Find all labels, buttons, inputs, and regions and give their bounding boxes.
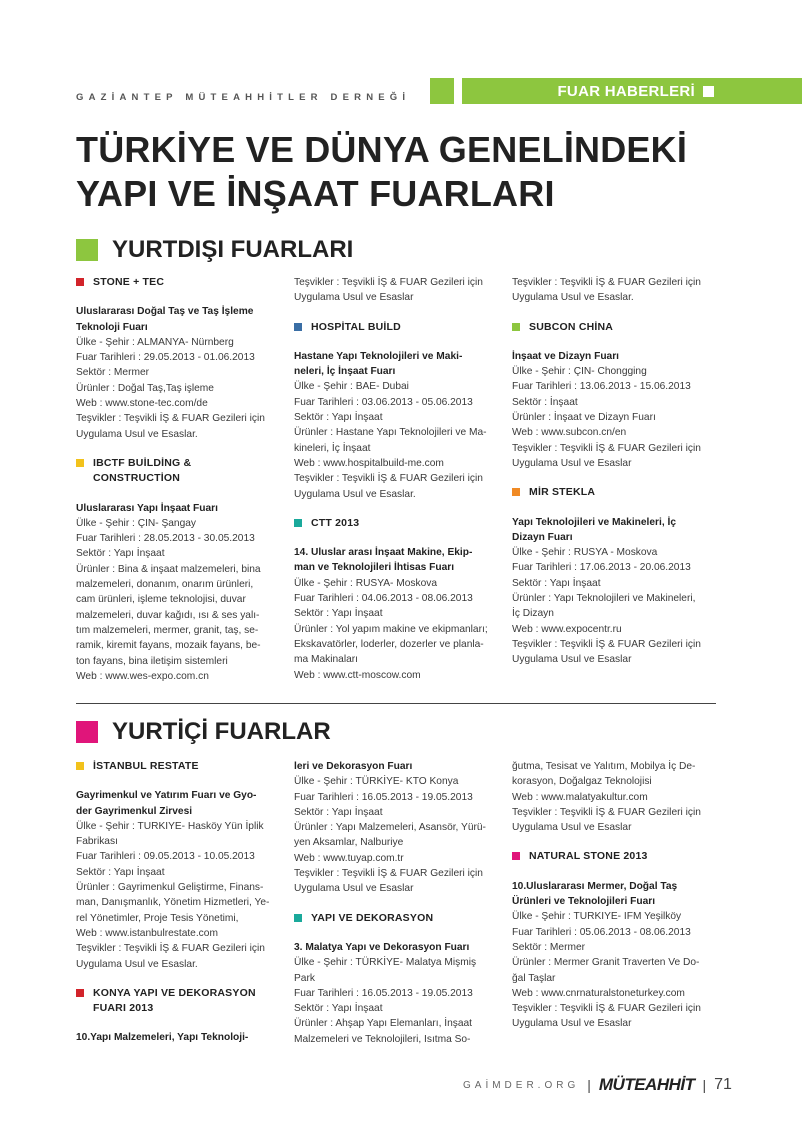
fair-web-link[interactable]: Web : www.ctt-moscow.com [294, 669, 421, 681]
fair-detail-line: Park [294, 972, 315, 984]
fair-detail-line: ramik, kiremit fayans, mozaik fayans, be- [76, 640, 261, 652]
yurtici-column-1 [76, 759, 280, 1046]
fair-name-line: Ürünleri ve Teknolojileri Fuarı [512, 896, 656, 908]
fair-detail-line: İç Dizayn [512, 608, 554, 620]
fair-detail-line: Fuar Tarihleri : 09.05.2013 - 10.05.2013 [76, 851, 255, 863]
fair-detail-line: ğutma, Tesisat ve Yalıtım, Mobilya İç De- [512, 761, 696, 772]
section-heading-text: YURTİÇİ FUARLAR [112, 718, 331, 745]
fair-web-link[interactable]: Web : www.tuyap.com.tr [294, 852, 404, 864]
fair-detail-line: Uygulama Usul ve Esaslar. [76, 958, 198, 970]
fair-detail-line: Teşvikler : Teşvikli İŞ & FUAR Gezileri için [294, 868, 483, 880]
fair-label-text: CTT 2013 [311, 516, 360, 529]
fair-detail-line: Ülke - Şehir : RUSYA- Moskova [294, 577, 438, 589]
fair-detail-line: Teşvikler : Teşvikli İŞ & FUAR Gezileri için [76, 943, 265, 955]
fair-detail-line: Teşvikler : Teşvikli İŞ & FUAR Gezileri için [294, 473, 483, 485]
yurtici-column-2 [294, 759, 498, 1047]
fair-label-line: IBCTF BUİLDİNG & [93, 456, 192, 469]
footer-site-link[interactable]: GAİMDER.ORG [463, 1079, 580, 1091]
fair-label [294, 320, 498, 335]
fair-label-text: YAPI VE DEKORASYON [311, 911, 434, 924]
fair-detail-line: Ülke - Şehir : ALMANYA- Nürnberg [76, 336, 234, 348]
fair-entry-hospital-build [294, 320, 498, 502]
teal-square-icon [294, 519, 302, 527]
fair-detail-line: Uygulama Usul ve Esaslar [294, 292, 414, 304]
section-heading-text: YURTDIŞI FUARLARI [112, 236, 354, 263]
fair-detail-line: Ekskavatörler, loderler, dozerler ve planla- [294, 638, 484, 650]
section-label-band [462, 78, 802, 104]
fair-label-text [93, 456, 191, 487]
fair-detail-line: Fuar Tarihleri : 28.05.2013 - 30.05.2013 [76, 533, 255, 545]
fair-detail-line: Fabrikası [76, 836, 118, 848]
footer-separator: | [702, 1077, 707, 1093]
fair-detail-line: Ülke - Şehir : TÜRKİYE- Malatya Mişmiş [294, 957, 477, 969]
fair-detail-line: Uygulama Usul ve Esaslar [512, 1018, 632, 1030]
fair-detail-line: ma Makinaları [294, 654, 358, 666]
fair-detail-line: Fuar Tarihleri : 16.05.2013 - 19.05.2013 [294, 791, 473, 803]
blue-square-icon [294, 323, 302, 331]
fair-detail-line: Teşvikler : Teşvikli İŞ & FUAR Gezileri için [512, 442, 701, 454]
yurtici-column-3 [512, 759, 716, 1032]
fair-detail-line: Sektör : Yapı İnşaat [512, 577, 601, 589]
fair-detail-line: Teşvikler : Teşvikli İŞ & FUAR Gezileri için [512, 1003, 701, 1015]
header-accent-square [430, 78, 454, 104]
fair-web-link[interactable]: Web : www.expocentr.ru [512, 623, 622, 635]
fair-name-line: Dizayn Fuarı [512, 531, 573, 543]
fair-detail-line: Sektör : Mermer [76, 367, 150, 379]
fair-detail-line: Fuar Tarihleri : 03.06.2013 - 05.06.2013 [294, 396, 473, 408]
fair-label-line: KONYA YAPI VE DEKORASYON [93, 986, 256, 999]
fair-detail-line: tım malzemeleri, mermer, granit, taş, se- [76, 624, 259, 636]
fair-name-line: leri ve Dekorasyon Fuarı [294, 761, 413, 772]
fair-label [294, 516, 498, 531]
fair-detail-line: Sektör : Yapı İnşaat [294, 412, 383, 424]
fair-detail-line: Sektör : İnşaat [512, 396, 578, 408]
fair-detail-line: Teşvikler : Teşvikli İŞ & FUAR Gezileri için [512, 638, 701, 650]
fair-detail-line: rel Yönetimler, Proje Tesis Yönetimi, [76, 912, 239, 924]
fair-detail-line: Uygulama Usul ve Esaslar. [76, 428, 198, 440]
fair-label-line: CONSTRUCTİON [93, 472, 180, 485]
fair-detail-line: Fuar Tarihleri : 16.05.2013 - 19.05.2013 [294, 987, 473, 999]
fair-label-text: MİR STEKLA [529, 486, 596, 499]
fair-web-link[interactable]: Web : www.hospitalbuild-me.com [294, 457, 444, 469]
fair-detail-line: Sektör : Mermer [512, 941, 586, 953]
pink-square-icon [512, 852, 520, 860]
fair-detail-line: yen Aksamlar, Nalburiye [294, 837, 404, 849]
fair-detail-line: Teşvikler : Teşvikli İŞ & FUAR Gezileri için [294, 277, 483, 288]
fair-detail-line: Sektör : Yapı İnşaat [76, 866, 165, 878]
yurtdisi-column-3 [512, 275, 716, 668]
yellow-square-icon [76, 762, 84, 770]
section-label: FUAR HABERLERİ [557, 82, 695, 100]
section-heading-yurtdisi [76, 236, 353, 264]
fair-name-line: Uluslararası Yapı İnşaat Fuarı [76, 502, 218, 514]
fair-detail-line: Uygulama Usul ve Esaslar. [512, 292, 634, 304]
orange-square-icon [512, 488, 520, 496]
fair-name-line: 10.Uluslararası Mermer, Doğal Taş [512, 880, 678, 892]
fair-label-text: İSTANBUL RESTATE [93, 760, 199, 772]
fair-name-line: Yapı Teknolojileri ve Makineleri, İç [512, 516, 677, 528]
fair-detail-line: Ürünler : İnşaat ve Dizayn Fuarı [512, 412, 656, 424]
fair-detail-line: Ülke - Şehir : TURKIYE- IFM Yeşilköy [512, 911, 682, 923]
fair-label [512, 849, 716, 864]
fair-web-link[interactable]: Web : www.istanbulrestate.com [76, 927, 218, 939]
fair-entry-yapi-dekorasyon [294, 911, 498, 1047]
red-square-icon [76, 278, 84, 286]
pink-square-icon [76, 721, 98, 743]
fair-detail-line: Uygulama Usul ve Esaslar [512, 822, 632, 834]
green-square-icon [512, 323, 520, 331]
page-title-line-1: TÜRKİYE VE DÜNYA GENELİNDEKİ [76, 129, 688, 170]
fair-detail-line: Ürünler : Ahşap Yapı Elemanları, İnşaat [294, 1018, 473, 1030]
fair-detail-line: Ülke - Şehir : ÇIN- Şangay [76, 517, 197, 529]
fair-label-text: NATURAL STONE 2013 [529, 850, 648, 863]
fair-detail-line: Fuar Tarihleri : 29.05.2013 - 01.06.2013 [76, 352, 255, 364]
fair-detail-line: Sektör : Yapı İnşaat [294, 806, 383, 818]
footer-separator: | [587, 1077, 591, 1093]
fair-detail-line: Ürünler : Doğal Taş,Taş işleme [76, 382, 214, 394]
fair-label [512, 485, 716, 500]
green-square-icon [76, 239, 98, 261]
fair-detail-line: Fuar Tarihleri : 04.06.2013 - 08.06.2013 [294, 593, 473, 605]
fair-detail-line: Ürünler : Yapı Malzemeleri, Asansör, Yürü- [294, 822, 486, 834]
fair-name-line: der Gayrimenkul Zirvesi [76, 805, 193, 817]
page-number: 71 [714, 1076, 732, 1093]
fair-name-line: neleri, İç İnşaat Fuarı [294, 366, 396, 378]
fair-web-link[interactable]: Web : www.cnrnaturalstoneturkey.com [512, 987, 685, 999]
fair-detail-line: malzemeleri, duvar kağıdı, ısı & ses yalı- [76, 609, 260, 621]
page-title [76, 128, 687, 216]
fair-entry-istanbul-restate [76, 759, 280, 972]
fair-name-line: Gayrimenkul ve Yatırım Fuarı ve Gyo- [76, 790, 257, 802]
fair-detail-line: Malzemeleri ve Teknolojileri, Isıtma So- [294, 1033, 471, 1045]
fair-name-line: 3. Malatya Yapı ve Dekorasyon Fuarı [294, 941, 470, 953]
fair-label [76, 986, 280, 1017]
fair-detail-line: ton fayans, bina iletişim sistemleri [76, 655, 228, 667]
fair-name-line: Teknoloji Fuarı [76, 321, 148, 333]
fair-detail-line: kineleri, İç İnşaat [294, 442, 371, 454]
fair-detail-line: cam ürünleri, işleme teknolojisi, duvar [76, 594, 246, 606]
fair-label-text: STONE + TEC [93, 276, 165, 288]
fair-name-line: man ve Teknolojileri İhtisas Fuarı [294, 562, 455, 574]
fair-entry-natural-stone [512, 849, 716, 1031]
page-footer [463, 1075, 732, 1095]
fair-detail-line: Teşvikler : Teşvikli İŞ & FUAR Gezileri için [76, 413, 265, 425]
fair-label-text: HOSPİTAL BUİLD [311, 320, 401, 333]
fair-detail-line: Ürünler : Hastane Yapı Teknolojileri ve Ma- [294, 427, 487, 439]
fair-detail-line: korasyon, Doğalgaz Teknolojisi [512, 776, 652, 788]
section-heading-yurtici [76, 718, 331, 746]
fair-entry-mir-stekla [512, 485, 716, 667]
fair-detail-line: Uygulama Usul ve Esaslar [294, 883, 414, 895]
fair-web-link[interactable]: Web : www.subcon.cn/en [512, 427, 627, 439]
organization-name: GAZİANTEP MÜTEAHHİTLER DERNEĞİ [76, 92, 411, 103]
footer-brand-logo: MÜTEAHHİT [598, 1075, 695, 1094]
fair-detail-line: Teşvikler : Teşvikli İŞ & FUAR Gezileri için [512, 806, 701, 818]
fair-detail-line: Ülke - Şehir : ÇIN- Chongging [512, 366, 647, 378]
fair-name-line: Uluslararası Doğal Taş ve Taş İşleme [76, 306, 254, 318]
fair-detail-line: malzemeleri, donanım, onarım ürünleri, [76, 579, 254, 591]
fair-label-line: FUARI 2013 [93, 1002, 154, 1015]
fair-detail-line: Sektör : Yapı İnşaat [294, 1003, 383, 1015]
fair-name-line: İnşaat ve Dizayn Fuarı [512, 350, 620, 362]
fair-label [512, 320, 716, 335]
fair-detail-line: Ülke - Şehir : BAE- Dubai [294, 381, 409, 393]
fair-detail-line: Sektör : Yapı İnşaat [76, 548, 165, 560]
fair-detail-line: ğal Taşlar [512, 972, 556, 984]
fair-detail-line: Uygulama Usul ve Esaslar [512, 457, 632, 469]
fair-label [76, 275, 280, 290]
fair-detail-line: Ürünler : Gayrimenkul Geliştirme, Finans- [76, 882, 264, 894]
fair-entry-subcon-china [512, 320, 716, 472]
fair-detail-line: Ürünler : Yol yapım makine ve ekipmanları; [294, 623, 488, 635]
fair-detail-line: Uygulama Usul ve Esaslar [512, 654, 632, 666]
fair-web-link[interactable]: Web : www.stone-tec.com/de [76, 398, 208, 410]
fair-label-text [93, 986, 256, 1017]
fair-detail-line: Teşvikler : Teşvikli İŞ & FUAR Gezileri için [512, 277, 701, 288]
yellow-square-icon [76, 459, 84, 467]
fair-detail-line: Ülke - Şehir : TURKIYE- Hasköy Yün İplik [76, 820, 264, 832]
section-divider [76, 703, 716, 704]
fair-detail-line: Fuar Tarihleri : 17.06.2013 - 20.06.2013 [512, 562, 691, 574]
fair-label [76, 456, 280, 487]
fair-detail-line: Sektör : Yapı İnşaat [294, 608, 383, 620]
fair-entry-ctt [294, 516, 498, 683]
fair-entry-ibctf [76, 456, 280, 684]
yurtdisi-column-2 [294, 275, 498, 683]
fair-detail-line: Ürünler : Yapı Teknolojileri ve Makineleri, [512, 593, 696, 605]
fair-detail-line: Ülke - Şehir : TÜRKİYE- KTO Konya [294, 776, 459, 788]
fair-name-line: Hastane Yapı Teknolojileri ve Maki- [294, 350, 463, 362]
fair-web-link[interactable]: Web : www.malatyakultur.com [512, 791, 648, 803]
fair-name-line: 10.Yapı Malzemeleri, Yapı Teknoloji- [76, 1032, 249, 1044]
fair-detail-line: Ülke - Şehir : RUSYA - Moskova [512, 547, 658, 559]
white-square-icon [703, 86, 714, 97]
fair-entry-stone-tec [76, 275, 280, 442]
fair-label [294, 911, 498, 926]
yurtdisi-column-1 [76, 275, 280, 684]
red-square-icon [76, 989, 84, 997]
fair-detail-line: man, Danışmanlık, Yönetim Hizmetleri, Ye- [76, 897, 270, 909]
fair-entry-konya [76, 986, 280, 1046]
teal-square-icon [294, 914, 302, 922]
fair-detail-line: Fuar Tarihleri : 13.06.2013 - 15.06.2013 [512, 381, 691, 393]
fair-label-text: SUBCON CHİNA [529, 320, 614, 333]
fair-name-line: 14. Uluslar arası İnşaat Makine, Ekip- [294, 547, 473, 559]
fair-detail-line: Fuar Tarihleri : 05.06.2013 - 08.06.2013 [512, 926, 691, 938]
fair-detail-line: Ürünler : Bina & inşaat malzemeleri, bina [76, 563, 261, 575]
fair-web-link[interactable]: Web : www.wes-expo.com.cn [76, 670, 209, 682]
fair-detail-line: Uygulama Usul ve Esaslar. [294, 488, 416, 500]
fair-label [76, 759, 280, 774]
page-title-line-2: YAPI VE İNŞAAT FUARLARI [76, 173, 555, 214]
fair-detail-line: Ürünler : Mermer Granit Traverten Ve Do- [512, 957, 700, 969]
